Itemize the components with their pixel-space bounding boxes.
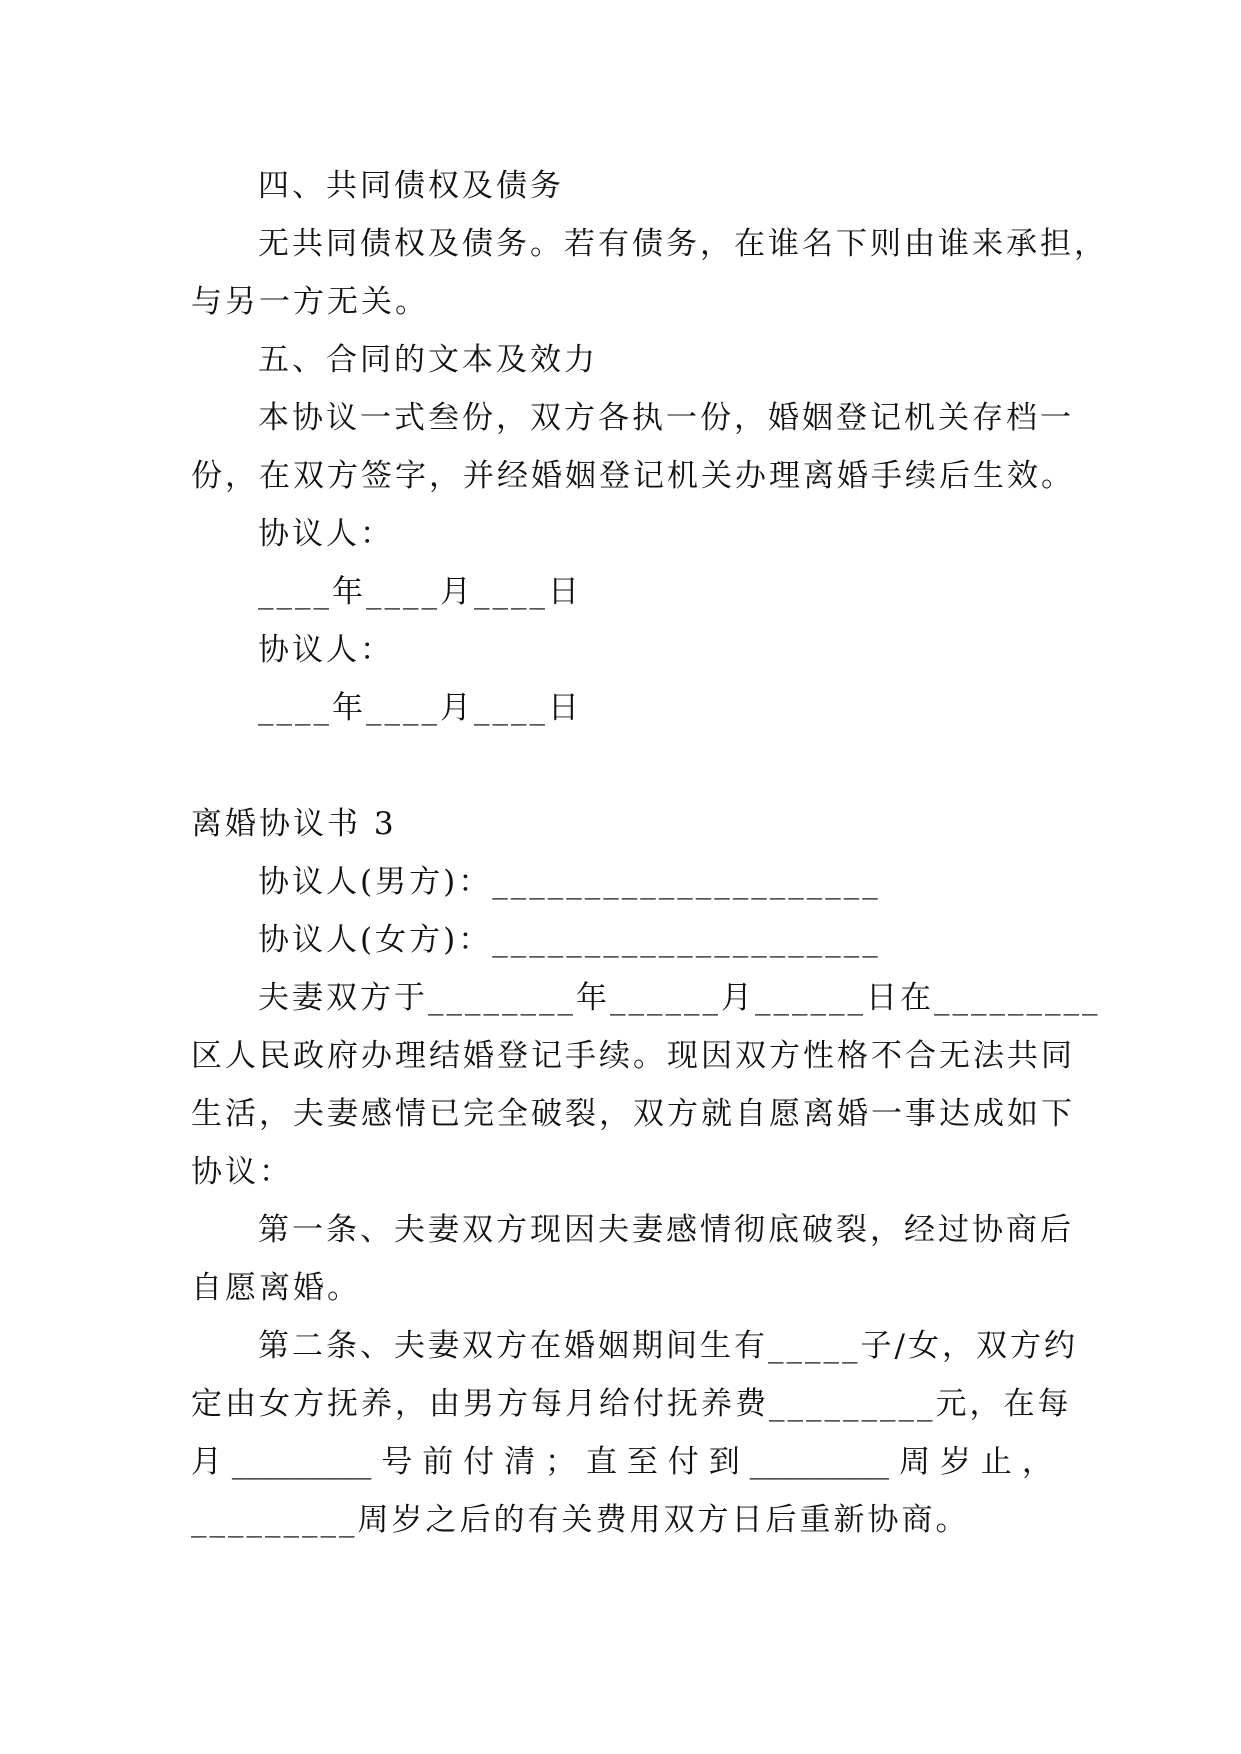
text-segment: 付 xyxy=(463,1444,495,1480)
text-segment: 岁 xyxy=(939,1444,971,1480)
agreement-title: 离婚协议书 3 xyxy=(191,806,397,842)
text-segment: 付 xyxy=(667,1444,699,1480)
paragraph-line: 区人民政府办理结婚登记手续。现因双方性格不合无法共同 xyxy=(191,1038,1075,1074)
section-heading-debts: 四、共同债权及债务 xyxy=(258,168,564,204)
text-segment: 至 xyxy=(626,1444,658,1480)
text-segment: 到 xyxy=(708,1444,740,1480)
article-one-line: 第一条、夫妻双方现因夫妻感情彻底破裂，经过协商后 xyxy=(258,1212,1074,1248)
justified-paragraph-line xyxy=(191,1442,1053,1482)
text-segment: 止 xyxy=(980,1444,1012,1480)
paragraph-line: 自愿离婚。 xyxy=(191,1270,361,1306)
text-segment: ， xyxy=(1021,1444,1053,1480)
text-segment: 清 xyxy=(504,1444,536,1480)
paragraph-line: 份，在双方签字，并经婚姻登记机关办理离婚手续后生效。 xyxy=(191,458,1075,494)
party-male-line: 协议人(男方)：_____________________ xyxy=(258,864,881,900)
paragraph-line: 本协议一式叁份，双方各执一份，婚姻登记机关存档一 xyxy=(258,400,1074,436)
text-segment: 号 xyxy=(381,1444,413,1480)
date-blank-line: ____年____月____日 xyxy=(258,574,582,610)
signatory-label: 协议人： xyxy=(258,516,394,552)
paragraph-line: 定由女方抚养，由男方每月给付抚养费_________元，在每 xyxy=(191,1386,1072,1422)
text-segment: 月 xyxy=(191,1444,222,1480)
article-two-line: 第二条、夫妻双方在婚姻期间生有_____子/女，双方约 xyxy=(258,1328,1078,1364)
paragraph-line: 协议： xyxy=(191,1154,293,1190)
text-segment: 前 xyxy=(422,1444,454,1480)
paragraph-line: 无共同债权及债务。若有债务，在谁名下则由谁来承担， xyxy=(258,226,1108,262)
paragraph-line: _________周岁之后的有关费用双方日后重新协商。 xyxy=(191,1502,970,1538)
text-segment: 周 xyxy=(899,1444,931,1480)
section-heading-contract: 五、合同的文本及效力 xyxy=(258,342,598,378)
text-segment: _________ xyxy=(231,1444,372,1480)
signatory-label: 协议人： xyxy=(258,632,394,668)
paragraph-line: 夫妻双方于________年______月______日在_________ xyxy=(258,980,1101,1016)
date-blank-line: ____年____月____日 xyxy=(258,690,582,726)
text-segment: ； xyxy=(545,1444,577,1480)
paragraph-line: 与另一方无关。 xyxy=(191,284,429,320)
party-female-line: 协议人(女方)：_____________________ xyxy=(258,922,881,958)
text-segment: 直 xyxy=(585,1444,617,1480)
text-segment: _________ xyxy=(749,1444,890,1480)
paragraph-line: 生活，夫妻感情已完全破裂，双方就自愿离婚一事达成如下 xyxy=(191,1096,1075,1132)
